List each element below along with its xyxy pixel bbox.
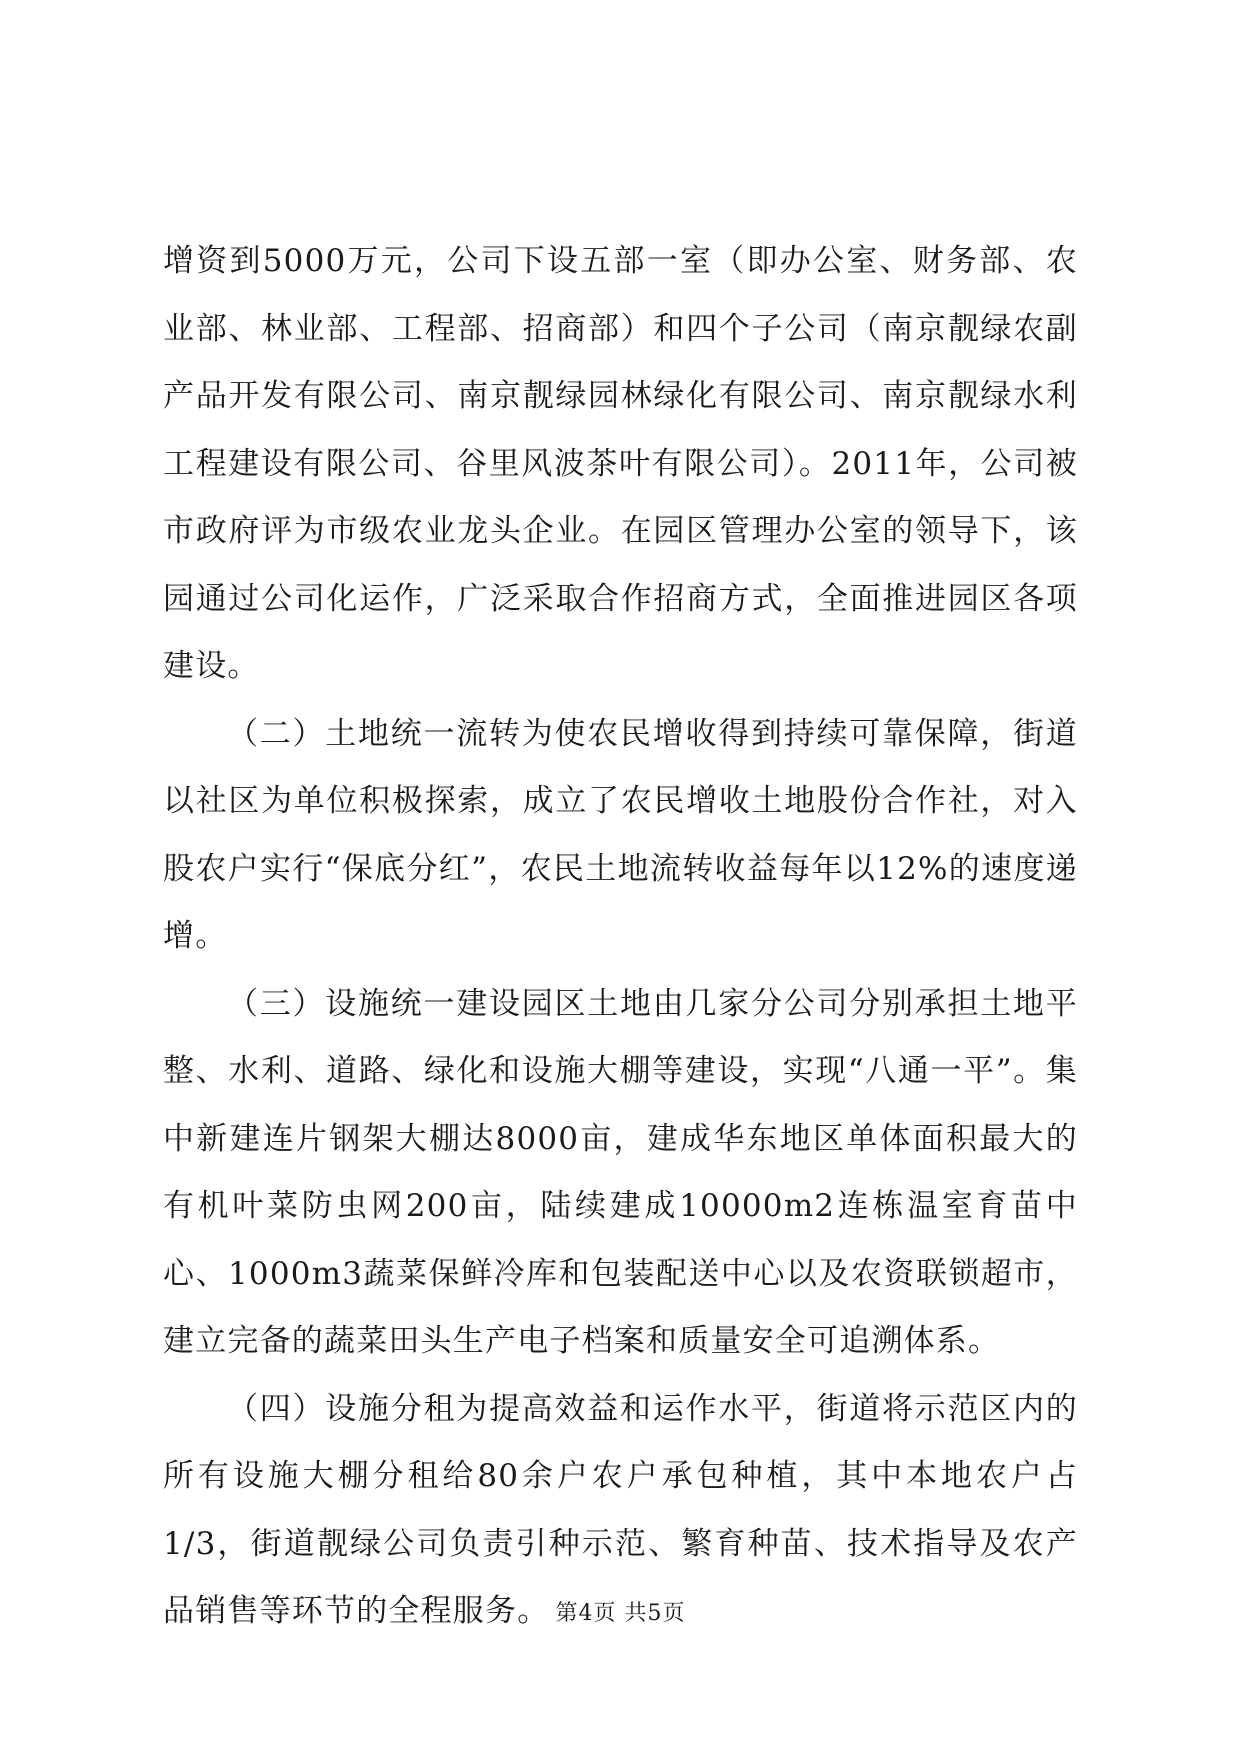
page-number-footer: 第4页 共5页 (555, 1601, 686, 1626)
paragraph-land-transfer: （二）土地统一流转为使农民增收得到持续可靠保障，街道以社区为单位积极探索，成立了农民增收土地股份合作社，对入股农户实行“保底分红”，农民土地流转收益每年以12%的速度递增。 (163, 715, 1078, 954)
document-body (163, 228, 1078, 1646)
paragraph-facility-construction: （三）设施统一建设园区土地由几家分公司分别承担土地平整、水利、道路、绿化和设施大棚等建设，实现“八通一平”。集中新建连片钢架大棚达8000亩，建成华东地区单体面积最大的有机叶菜防虫网200亩，陆续建成10000m2连栋温室育苗中心、1000m3蔬菜保鲜冷库和包装配送中心以及农资联锁超市，建立完备的蔬菜田头生产电子档案和质量安全可追溯体系。 (163, 985, 1078, 1359)
paragraph-facility-leasing: （四）设施分租为提高效益和运作水平，街道将示范区内的所有设施大棚分租给80余户农户承包种植，其中本地农户占1/3，街道靓绿公司负责引种示范、繁育种苗、技术指导及农产品销售等环节的全程服务。 (163, 1390, 1078, 1629)
paragraph-company-structure: 增资到5000万元，公司下设五部一室（即办公室、财务部、农业部、林业部、工程部、招商部）和四个子公司（南京靓绿农副产品开发有限公司、南京靓绿园林绿化有限公司、南京靓绿水利工程建设有限公司、谷里风波茶叶有限公司）。2011年，公司被市政府评为市级农业龙头企业。在园区管理办公室的领导下，该园通过公司化运作，广泛采取合作招商方式，全面推进园区各项建设。 (163, 243, 1078, 684)
